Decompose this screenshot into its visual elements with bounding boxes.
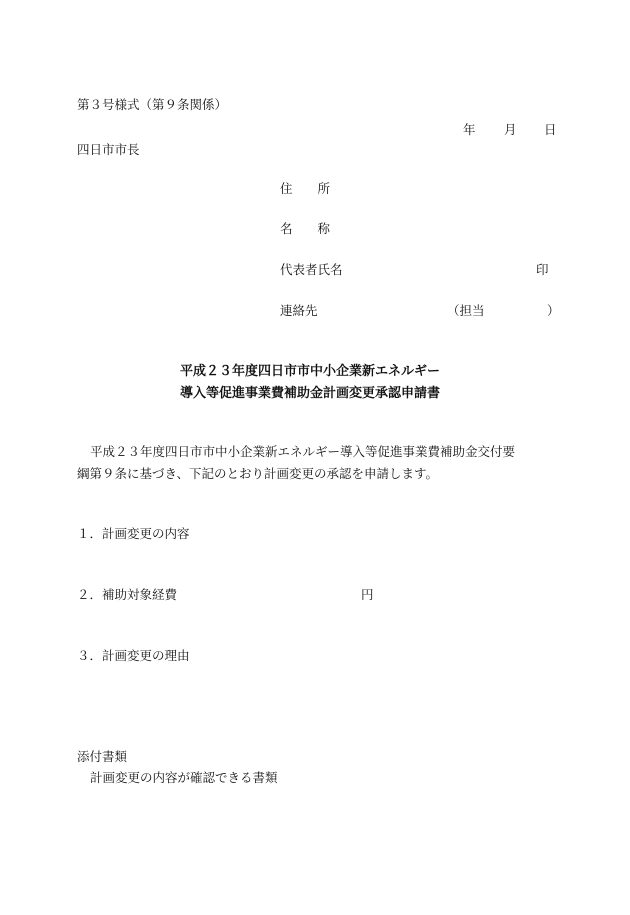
addressee: 四日市市長: [77, 142, 140, 157]
date-month-label: 月: [504, 122, 517, 137]
attachment-item: 計画変更の内容が確認できる書類: [90, 770, 278, 785]
contact-label: 連絡先: [280, 303, 318, 318]
person-in-charge: （担当 ）: [447, 303, 560, 318]
name-label: 名 称: [280, 221, 331, 236]
document-title-line2: 導入等促進事業費補助金計画変更承認申請書: [180, 386, 441, 401]
item-2-unit: 円: [361, 587, 374, 602]
body-line2: 綱第９条に基づき、下記のとおり計画変更の承認を申請します。: [77, 466, 439, 481]
representative-label: 代表者氏名: [280, 262, 343, 277]
body-line1: 平成２３年度四日市市中小企業新エネルギー導入等促進事業費補助金交付要: [90, 444, 516, 459]
item-3: ３．計画変更の理由: [77, 648, 190, 663]
address-label: 住 所: [280, 181, 331, 196]
attachments-heading: 添付書類: [77, 749, 128, 764]
date-year-label: 年: [463, 122, 476, 137]
item-2: ２．補助対象経費: [77, 587, 178, 602]
seal-mark: 印: [536, 262, 549, 277]
date-day-label: 日: [544, 122, 557, 137]
document-title-line1: 平成２３年度四日市市中小企業新エネルギー: [180, 364, 441, 379]
item-1: １．計画変更の内容: [77, 526, 190, 541]
form-number: 第３号様式（第９条関係）: [77, 97, 228, 112]
